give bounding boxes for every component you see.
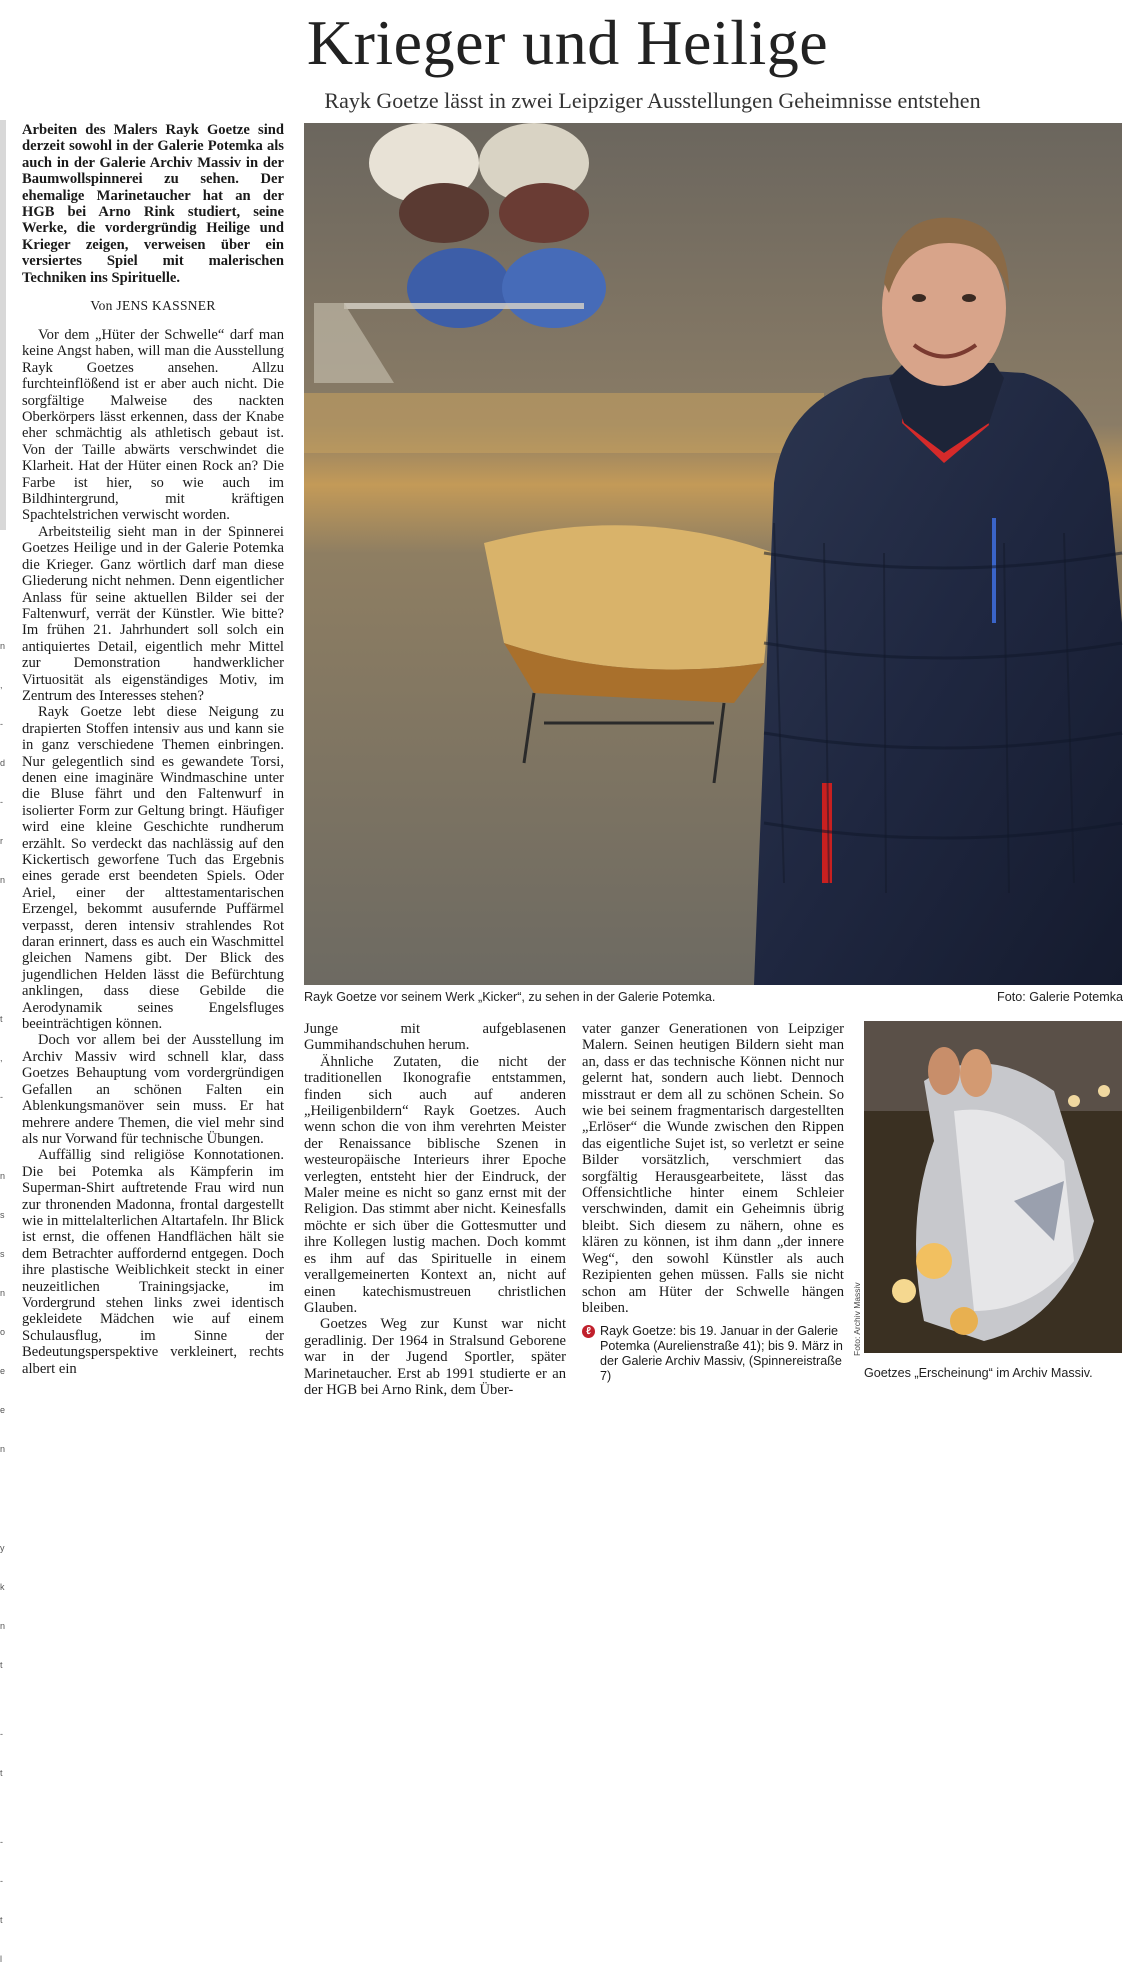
neighbour-article-fragments (0, 596, 8, 1964)
byline: Von JENS KASSNER (90, 298, 216, 313)
margin-fragment: s (0, 1249, 5, 1259)
subheadline: Rayk Goetze lässt in zwei Leipziger Ausstellungen Geheimnisse entstehen (324, 88, 981, 113)
paragraph: Junge mit aufgeblasenen Gummihandschuhen herum. (304, 1021, 566, 1054)
second-photo-credit: Foto: Archiv Massiv (852, 1282, 862, 1356)
margin-fragment: t (0, 1014, 3, 1024)
second-photo (864, 1021, 1122, 1353)
margin-fragment: n (0, 1621, 6, 1631)
main-photo (304, 123, 1122, 985)
article-column-1 (22, 327, 284, 1377)
margin-fragment: n (0, 1444, 6, 1454)
margin-fragment: s (0, 1210, 5, 1220)
margin-fragment: e (0, 1405, 6, 1415)
second-photo-image (864, 1021, 1122, 1353)
margin-fragment: n (0, 875, 6, 885)
paragraph: Vor dem „Hüter der Schwelle“ darf man keine Angst haben, will man die Ausstellung Rayk Goetzes ansehen. Allzu furchteinflößend ist er aber auch nicht. Die sorgfältige Malweise des nackten Oberkörpers lässt erkennen, dass der Knabe eher schmächtig als athletisch gebaut ist. Von der Taille abwärts verschwindet die Klarheit. Hat der Hüter einen Rock an? Die Farbe ist hier, so wie auch im Bildhintergrund, mit kräftigen Spachtelstrichen verwischt worden. (22, 327, 284, 524)
second-photo-caption: Goetzes „Erscheinung“ im Archiv Massiv. (864, 1366, 1093, 1380)
paragraph: Doch vor allem bei der Ausstellung im Archiv Massiv wird schnell klar, dass Goetzes Behauptung vom vordergründigen Gefallen an schönen Falten ein Ablenkungsmanöver sein muss. Er hat mehrere andere Themen, die viel mehr sind als nur Vorwand für technische Übungen. (22, 1032, 284, 1147)
margin-fragment: n (0, 1171, 6, 1181)
exhibition-info-text: Rayk Goetze: bis 19. Januar in der Galerie Potemka (Aurelienstraße 41); bis 9. März in der Galerie Archiv Massiv, (Spinnereistraße 7) (600, 1324, 843, 1384)
margin-fragment: - (0, 1837, 3, 1847)
main-photo-caption: Rayk Goetze vor seinem Werk „Kicker“, zu sehen in der Galerie Potemka. (304, 990, 716, 1004)
margin-fragment: t (0, 1915, 3, 1925)
margin-fragment: r (0, 836, 3, 846)
margin-fragment: l (0, 1954, 2, 1964)
exhibition-info (582, 1324, 844, 1384)
margin-fragment: - (0, 719, 3, 729)
lead-paragraph: Arbeiten des Malers Rayk Goetze sind derzeit sowohl in der Galerie Potemka als auch in der Galerie Archiv Massiv in der Baumwollspinnerei zu sehen. Der ehemalige Marinetaucher hat an der HGB bei Arno Rink studiert, seine Werke, die vordergründig Heilige und Krieger zeigen, verweisen über ein versiertes Spiel mit malerischen Techniken ins Spirituelle. (22, 122, 284, 286)
margin-fragment: n (0, 1288, 6, 1298)
paragraph: Ähnliche Zutaten, die nicht der traditionellen Ikonografie entstammen, finden sich auch auf anderen „Heiligenbildern“ Rayk Goetzes. Auch wenn schon die von ihm verehrten Meister der Renaissance biblische Szenen in westeuropäische Interieurs ihrer Epoche verlegten, entsteht hier der Eindruck, der Maler meine es nicht so ganz ernst mit der Religion. Das stimmt aber nicht. Keinesfalls möchte er sich über die Gottesmutter und ihre Kollegen lustig machen. Doch kommt es ihm auf das Spirituelle in einem verallgemeinerten Kontext an, nicht auf einen katechismustreuen christlichen Glauben. (304, 1053, 566, 1316)
article-column-2 (304, 1021, 566, 1398)
margin-fragment: e (0, 1366, 6, 1376)
margin-fragment: , (0, 1053, 3, 1063)
paragraph: Goetzes Weg zur Kunst war nicht geradlinig. Der 1964 in Stralsund Geborene war in der Jugend Sportler, später Marinetaucher. Erst ab 1991 studierte er an der HGB bei Arno Rink, dem Über- (304, 1316, 566, 1398)
margin-fragment: - (0, 797, 3, 807)
margin-fragment: t (0, 1660, 3, 1670)
headline: Krieger und Heilige (306, 7, 829, 78)
margin-fragment: - (0, 1876, 3, 1886)
margin-fragment: k (0, 1582, 5, 1592)
paragraph: Arbeitsteilig sieht man in der Spinnerei Goetzes Heilige und in der Galerie Potemka die Krieger. Ganz wörtlich darf man diese Gliederung nicht nehmen. Denn eigentlicher Anlass für seine aktuellen Bilder sei der Faltenwurf, verrät der Künstler. Wie bitte? Im frühen 21. Jahrhundert soll solch ein antiquiertes Detail, eigentlich mehr Mittel zur Demonstration handwerklicher Virtuosität als eigenständiges Motiv, im Zentrum des Interesses stehen? (22, 523, 284, 704)
article-column-3 (582, 1021, 844, 1384)
main-photo-image (304, 123, 1122, 985)
neighbour-article-strip (0, 120, 6, 530)
paragraph: Auffällig sind religiöse Konnotationen. Die bei Potemka als Kämpferin im Superman-Shirt auftretende Frau wird nun zur thronenden Madonna, frontal dargestellt wie in mittelalterlichen Altartafeln. Ihr Blick ist ernst, die offenen Handflächen hält sie dem Betrachter auffordernd entgegen. Doch ihre plastische Weiblichkeit steckt in einer neuzeitlichen Trainingsjacke, im Vordergrund stehen links zwei identisch gekleidete Mädchen wie auf einem Schulausflug, im Sinne der Bedeutungsperspektive verkleinert, rechts albert ein (22, 1147, 284, 1377)
margin-fragment: y (0, 1543, 5, 1553)
paragraph: vater ganzer Generationen von Leipziger Malern. Seinen heutigen Bildern sieht man an, dass er das technische Können nicht nur gelernt hat, sondern auch liebt. Dennoch misstraut er dem all zu schönen Schein. So wie bei seinem fragmentarisch dargestellten „Erlöser“ die Wunde zwischen den Rippen das eigentliche Sujet ist, so verletzt er seine Bilder vorsätzlich, verschmiert das sorgfältig Herausgearbeitete, lässt das Offensichtliche hinter einem Schleier verschwinden, damit ein Geheimnis übrig bleibt. Sich diesem zu nähern, ohne es klären zu können, ist ihm dann „der innere Weg“, den sowohl Künstler als auch Rezipienten gehen müssen. Falls sie nicht schon am Hüter der Schwelle hängen bleiben. (582, 1021, 844, 1316)
paragraph: Rayk Goetze lebt diese Neigung zu drapierten Stoffen intensiv aus und kann sie in ganz verschiedene Themen einbringen. Nur gelegentlich sind es gewandete Torsi, denen eine imaginäre Windmaschine unter die Bluse fährt und den Faltenwurf in isolierter Form zur Geltung bringt. Häufiger wird eine kleine Geschichte rundherum erzählt. So verdeckt das nachlässig auf den Kickertisch geworfene Tuch das Ergebnis eines gerade erst beendeten Spiels. Oder Ariel, einer der alttestamentarischen Erzengel, bekommt ausufernde Puffärmel verpasst, deren intensiv strahlendes Rot daran erinnert, dass es auch ein Waschmittel gleichen Namens gibt. Der Blick des jugendlichen Helden lässt die Befürchtung anklingen, dass diese Gebilde die Aerodynamik seines Engelsfluges beeinträchtigen können. (22, 704, 284, 1033)
margin-fragment: - (0, 1729, 3, 1739)
margin-fragment: t (0, 1768, 3, 1778)
margin-fragment: d (0, 758, 6, 768)
main-photo-credit: Foto: Galerie Potemka (997, 990, 1123, 1004)
margin-fragment: o (0, 1327, 6, 1337)
margin-fragment: n (0, 641, 6, 651)
margin-fragment: - (0, 1092, 3, 1102)
margin-fragment: , (0, 680, 3, 690)
info-icon: ℓ (582, 1325, 595, 1338)
